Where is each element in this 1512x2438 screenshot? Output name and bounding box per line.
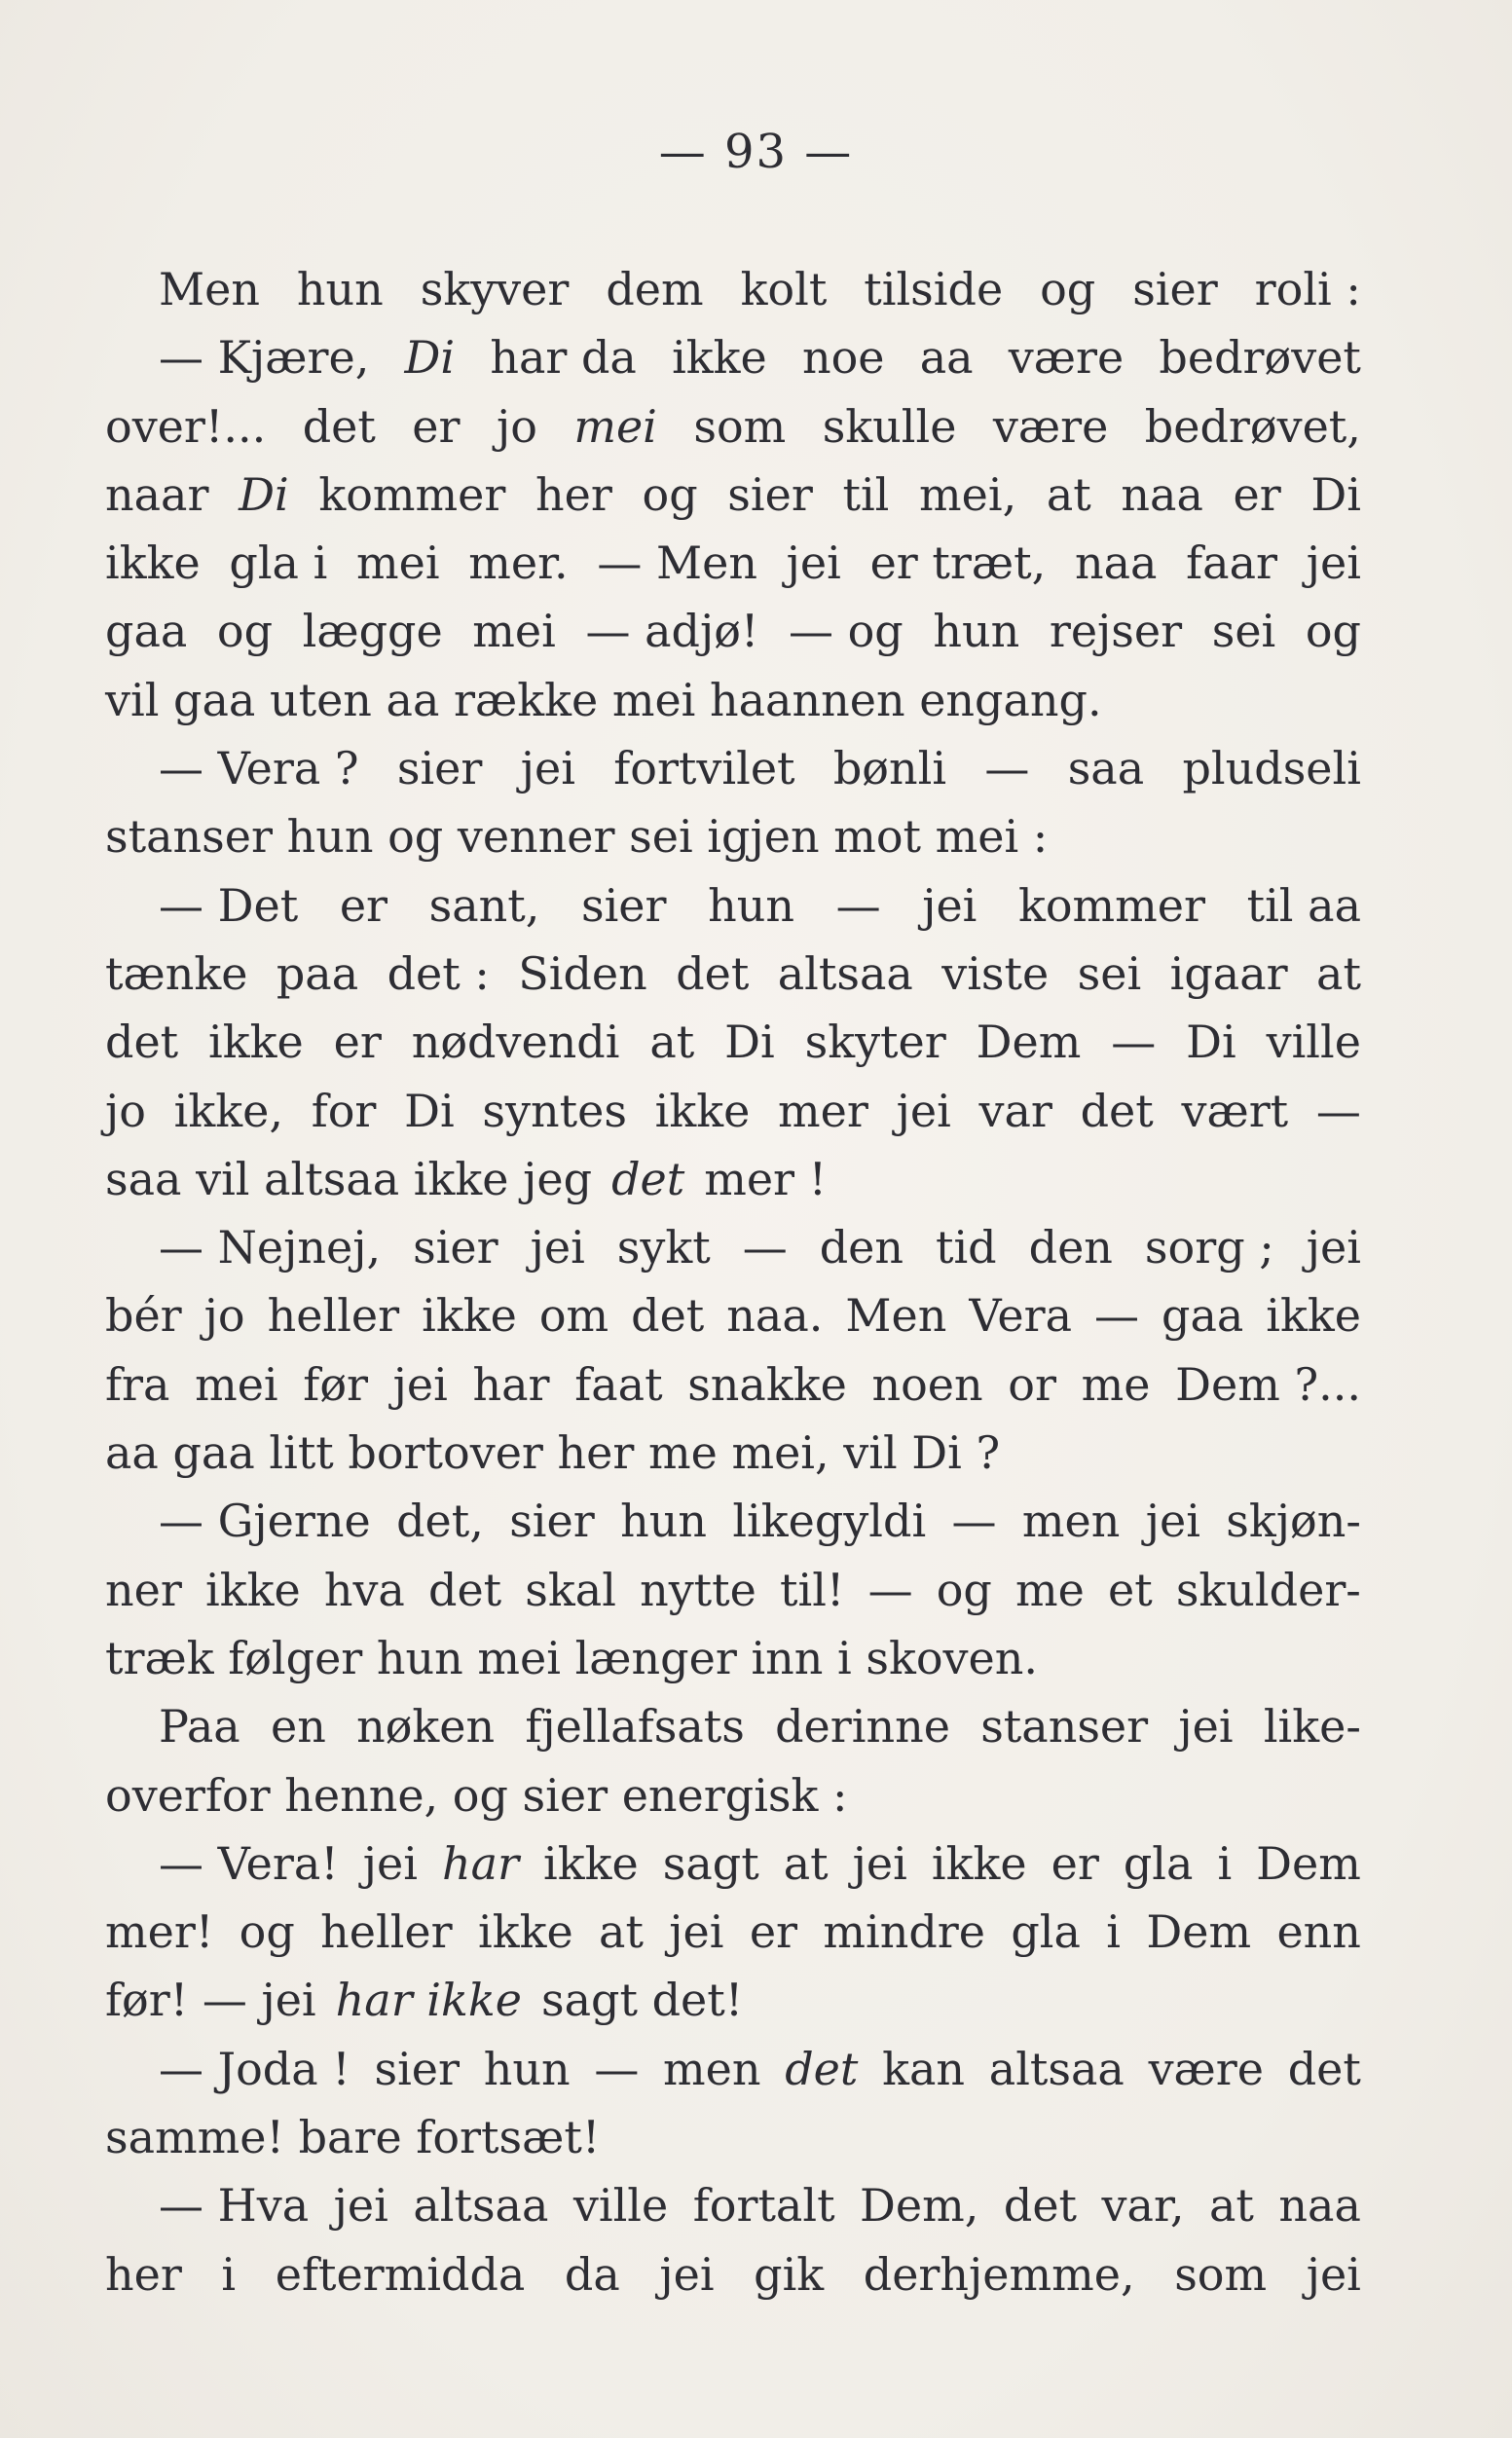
- word: at: [1046, 467, 1091, 521]
- word: et: [1107, 1563, 1153, 1616]
- word: ville: [572, 2179, 669, 2233]
- word: det: [1003, 2179, 1078, 2233]
- word: vært: [1181, 1084, 1289, 1137]
- word: overfor henne, og sier energisk :: [105, 1768, 848, 1822]
- word: fjellafsats: [525, 1700, 745, 1754]
- word: —: [594, 2042, 640, 2095]
- word: saa: [1067, 742, 1145, 795]
- word: og: [1305, 605, 1361, 658]
- word: Men: [159, 263, 260, 315]
- word: me: [1014, 1563, 1085, 1616]
- word: ikke,: [173, 1084, 283, 1137]
- word: gaa: [105, 605, 188, 658]
- word: naar: [105, 467, 209, 521]
- text-line: [105, 1487, 1361, 1555]
- word: — Men: [597, 536, 757, 590]
- text-line: [105, 1624, 1361, 1692]
- word: at: [1209, 2179, 1254, 2233]
- word: er træt,: [869, 536, 1047, 590]
- word: sykt: [616, 1221, 711, 1274]
- word: — og: [788, 605, 904, 658]
- word: ikke: [1266, 1289, 1361, 1343]
- italic-word: Di: [404, 331, 456, 385]
- word: derinne: [775, 1700, 950, 1754]
- word: skyver: [420, 263, 570, 315]
- word: over!...: [105, 399, 267, 453]
- word: og: [642, 467, 698, 521]
- word: —: [1094, 1289, 1139, 1343]
- text-line: [105, 1898, 1361, 1966]
- text-line: [105, 871, 1361, 940]
- word: saa vil altsaa ikke jeg: [105, 1152, 593, 1205]
- word: mindre: [823, 1905, 986, 1959]
- word: Paa: [159, 1700, 240, 1754]
- italic-word: har: [441, 1836, 520, 1890]
- text-line: [105, 666, 1361, 734]
- word: det: [631, 1289, 705, 1343]
- word: til aa: [1246, 878, 1361, 932]
- word: — Gjerne: [159, 1495, 371, 1548]
- word: mei,: [919, 467, 1017, 521]
- text-line: [105, 2240, 1361, 2309]
- word: vil gaa uten aa række mei haannen engang.: [105, 673, 1102, 726]
- word: jei: [659, 2247, 715, 2301]
- word: være: [1148, 2042, 1264, 2095]
- word: — Nejnej,: [159, 1221, 382, 1274]
- word: at: [1316, 946, 1361, 1000]
- word: at: [649, 1016, 695, 1069]
- word: jei: [1306, 2247, 1361, 2301]
- word: før! — jei: [105, 1974, 316, 2027]
- word: sier: [413, 1221, 498, 1274]
- word: jei: [669, 1905, 724, 1959]
- word: noen: [871, 1357, 983, 1411]
- word: Vera: [969, 1289, 1072, 1343]
- word: naa: [1121, 467, 1203, 521]
- word: skulder-: [1175, 1563, 1361, 1616]
- word: det :: [387, 946, 490, 1000]
- word: tænke: [105, 946, 248, 1000]
- word: or: [1008, 1357, 1056, 1411]
- word: er: [749, 1905, 798, 1959]
- word: —: [951, 1495, 997, 1548]
- word: —: [984, 742, 1030, 795]
- word: ikke: [672, 331, 767, 385]
- text-line: [105, 940, 1361, 1008]
- word: Men: [845, 1289, 947, 1343]
- word: jei: [1145, 1495, 1200, 1548]
- word: —: [867, 1563, 913, 1616]
- word: sier: [1132, 263, 1218, 315]
- body-text: [105, 255, 1361, 2309]
- word: — Det: [159, 878, 299, 932]
- word: men: [1021, 1495, 1121, 1548]
- word: likegyldi: [732, 1495, 927, 1548]
- word: —: [1315, 1084, 1361, 1137]
- word: gla: [1123, 1836, 1194, 1890]
- word: faat: [574, 1357, 663, 1411]
- word: er: [1051, 1836, 1099, 1890]
- word: sorg ;: [1144, 1221, 1274, 1274]
- word: — adjø!: [585, 605, 759, 658]
- word: var,: [1101, 2179, 1185, 2233]
- word: ikke: [208, 1016, 304, 1069]
- text-line: [105, 1829, 1361, 1898]
- word: hun: [708, 878, 794, 932]
- word: ikke: [204, 1563, 301, 1616]
- word: ikke: [105, 536, 201, 590]
- word: er: [339, 878, 388, 932]
- text-line: [105, 2103, 1361, 2171]
- word: i: [1217, 1836, 1233, 1890]
- word: det: [1287, 2042, 1361, 2095]
- text-line: [105, 1419, 1361, 1487]
- word: for: [311, 1084, 377, 1137]
- word: aa gaa litt bortover her me mei, vil Di ?: [105, 1426, 1001, 1480]
- word: naa: [1074, 536, 1158, 590]
- word: mer: [778, 1084, 868, 1137]
- word: jei: [852, 1836, 907, 1890]
- word: me: [1081, 1357, 1151, 1411]
- word: kolt: [740, 263, 828, 315]
- text-line: [105, 323, 1361, 391]
- word: snakke: [687, 1357, 847, 1411]
- word: eftermidda: [275, 2247, 526, 2301]
- word: jei: [530, 1221, 585, 1274]
- word: hun: [620, 1495, 707, 1548]
- word: som: [1174, 2247, 1268, 2301]
- word: heller: [267, 1289, 400, 1343]
- word: Dem ?...: [1175, 1357, 1361, 1411]
- text-line: [105, 255, 1361, 323]
- word: hva: [323, 1563, 405, 1616]
- word: i: [221, 2247, 237, 2301]
- word: sier: [374, 2042, 460, 2095]
- text-line: [105, 2035, 1361, 2103]
- word: kommer: [318, 467, 506, 521]
- word: at: [599, 1905, 644, 1959]
- word: og: [216, 605, 274, 658]
- word: like-: [1263, 1700, 1361, 1754]
- word: da: [564, 2247, 620, 2301]
- text-line: [105, 1966, 1361, 2034]
- word: skulle: [822, 399, 957, 453]
- word: jei: [922, 878, 977, 932]
- word: tid: [935, 1221, 997, 1274]
- word: dem: [606, 263, 704, 315]
- word: jei: [362, 1836, 418, 1890]
- word: — Vera ?: [159, 742, 359, 795]
- italic-word: har ikke: [335, 1974, 522, 2027]
- text-line: [105, 1556, 1361, 1624]
- text-line: [105, 1145, 1361, 1213]
- word: —: [1111, 1016, 1157, 1069]
- word: naa.: [726, 1289, 824, 1343]
- word: her: [535, 467, 612, 521]
- word: den: [819, 1221, 904, 1274]
- text-line: [105, 1213, 1361, 1281]
- word: bønli: [832, 742, 947, 795]
- word: — Kjære,: [159, 331, 370, 385]
- word: roli :: [1254, 263, 1361, 315]
- word: træk følger hun mei længer inn i skoven.: [105, 1631, 1039, 1684]
- word: — Hva: [159, 2179, 310, 2233]
- word: Dem,: [860, 2179, 979, 2233]
- word: det: [1080, 1084, 1154, 1137]
- word: mei: [356, 536, 440, 590]
- word: aa: [919, 331, 974, 385]
- word: nøken: [356, 1700, 496, 1754]
- word: er: [333, 1016, 382, 1069]
- word: jei: [392, 1357, 448, 1411]
- word: pludseli: [1182, 742, 1361, 795]
- word: ikke: [477, 1905, 573, 1959]
- word: derhjemme,: [863, 2247, 1135, 2301]
- word: det: [428, 1563, 502, 1616]
- word: fra: [105, 1357, 170, 1411]
- word: er: [1233, 467, 1281, 521]
- word: ville: [1266, 1016, 1361, 1069]
- word: ikke: [422, 1289, 517, 1343]
- word: Dem: [1256, 1836, 1361, 1890]
- text-line: [105, 2171, 1361, 2239]
- word: den: [1028, 1221, 1113, 1274]
- word: kommer: [1017, 878, 1206, 932]
- word: altsaa: [988, 2042, 1125, 2095]
- word: sier: [509, 1495, 595, 1548]
- word: kan: [882, 2042, 966, 2095]
- text-line: [105, 1008, 1361, 1076]
- word: sant,: [428, 878, 540, 932]
- word: gaa: [1162, 1289, 1244, 1343]
- word: som: [693, 399, 787, 453]
- word: Di: [404, 1084, 455, 1137]
- word: har: [472, 1357, 550, 1411]
- word: sei: [1211, 605, 1276, 658]
- word: hun: [296, 263, 384, 315]
- word: sier: [396, 742, 483, 795]
- word: ikke: [931, 1836, 1027, 1890]
- word: ikke: [543, 1836, 639, 1890]
- page-number: — 93 —: [658, 125, 854, 179]
- word: jei: [1178, 1700, 1234, 1754]
- word: her: [105, 2247, 182, 2301]
- word: jei: [520, 742, 575, 795]
- word: skyter: [804, 1016, 946, 1069]
- word: stanser: [980, 1700, 1149, 1754]
- word: sier: [727, 467, 813, 521]
- word: fortvilet: [613, 742, 795, 795]
- word: nødvendi: [411, 1016, 620, 1069]
- word: er: [412, 399, 461, 453]
- word: Di: [1186, 1016, 1236, 1069]
- word: i: [1106, 1905, 1122, 1959]
- italic-word: det: [785, 2042, 859, 2095]
- word: og: [936, 1563, 992, 1616]
- word: det: [105, 1016, 179, 1069]
- word: var: [978, 1084, 1052, 1137]
- word: gla i: [229, 536, 328, 590]
- word: og: [239, 1905, 295, 1959]
- word: til: [842, 467, 890, 521]
- word: altsaa: [777, 946, 913, 1000]
- word: bedrøvet: [1159, 331, 1361, 385]
- text-line: [105, 1077, 1361, 1145]
- word: samme! bare fortsæt!: [105, 2111, 601, 2164]
- word: jo: [105, 1084, 146, 1137]
- text-line: [105, 529, 1361, 597]
- word: hun: [933, 605, 1020, 658]
- word: en: [270, 1700, 326, 1754]
- text-line: [105, 461, 1361, 529]
- word: sei: [1077, 946, 1142, 1000]
- word: naa: [1278, 2179, 1361, 2233]
- word: Siden: [518, 946, 647, 1000]
- word: altsaa: [413, 2179, 549, 2233]
- word: — Vera!: [159, 1836, 339, 1890]
- word: jei: [333, 2179, 388, 2233]
- text-line: [105, 597, 1361, 665]
- word: sier: [580, 878, 667, 932]
- word: bedrøvet,: [1144, 399, 1361, 453]
- text-line: [105, 734, 1361, 802]
- word: paa: [276, 946, 359, 1000]
- word: mei: [472, 605, 556, 658]
- italic-word: mei: [573, 399, 657, 453]
- word: være: [992, 399, 1109, 453]
- word: Di: [724, 1016, 775, 1069]
- word: enn: [1276, 1905, 1361, 1959]
- word: skal: [525, 1563, 616, 1616]
- word: —: [742, 1221, 788, 1274]
- word: Di: [1310, 467, 1361, 521]
- word: ikke: [654, 1084, 751, 1137]
- word: til!: [780, 1563, 845, 1616]
- word: men: [663, 2042, 761, 2095]
- word: mer !: [704, 1152, 828, 1205]
- word: —: [835, 878, 881, 932]
- word: igaar: [1169, 946, 1288, 1000]
- italic-word: Di: [239, 467, 289, 521]
- word: skjøn-: [1226, 1495, 1361, 1548]
- word: før: [303, 1357, 369, 1411]
- word: det: [676, 946, 750, 1000]
- word: sagt det!: [541, 1974, 744, 2027]
- word: faar: [1186, 536, 1277, 590]
- word: nytte: [640, 1563, 756, 1616]
- word: jo: [203, 1289, 245, 1343]
- word: jei: [896, 1084, 951, 1137]
- word: stanser hun og venner sei igjen mot mei :: [105, 810, 1049, 864]
- italic-word: det: [611, 1152, 685, 1205]
- word: det: [302, 399, 376, 453]
- word: — Joda !: [159, 2042, 350, 2095]
- word: at: [783, 1836, 829, 1890]
- word: være: [1008, 331, 1125, 385]
- word: jei: [1306, 536, 1361, 590]
- word: det,: [396, 1495, 484, 1548]
- word: Dem: [976, 1016, 1082, 1069]
- word: mei: [195, 1357, 278, 1411]
- word: har da: [490, 331, 637, 385]
- word: jei: [1306, 1221, 1361, 1274]
- word: noe: [801, 331, 885, 385]
- word: lægge: [302, 605, 443, 658]
- word: gla: [1011, 1905, 1081, 1959]
- word: om: [538, 1289, 609, 1343]
- text-line: [105, 1761, 1361, 1829]
- word: syntes: [482, 1084, 627, 1137]
- word: jei: [786, 536, 841, 590]
- word: gik: [754, 2247, 825, 2301]
- word: mer!: [105, 1905, 214, 1959]
- word: heller: [320, 1905, 453, 1959]
- word: bér: [105, 1289, 182, 1343]
- word: hun: [483, 2042, 571, 2095]
- word: fortalt: [692, 2179, 835, 2233]
- text-line: [105, 802, 1361, 870]
- text-line: [105, 1281, 1361, 1349]
- word: og: [1040, 263, 1096, 315]
- word: viste: [941, 946, 1050, 1000]
- text-line: [105, 1692, 1361, 1760]
- word: sagt: [662, 1836, 759, 1890]
- text-line: [105, 1350, 1361, 1419]
- word: ner: [105, 1563, 182, 1616]
- word: rejser: [1049, 605, 1183, 658]
- word: Dem: [1146, 1905, 1252, 1959]
- word: jo: [496, 399, 537, 453]
- text-line: [105, 392, 1361, 461]
- word: mer.: [468, 536, 569, 590]
- word: tilside: [864, 263, 1004, 315]
